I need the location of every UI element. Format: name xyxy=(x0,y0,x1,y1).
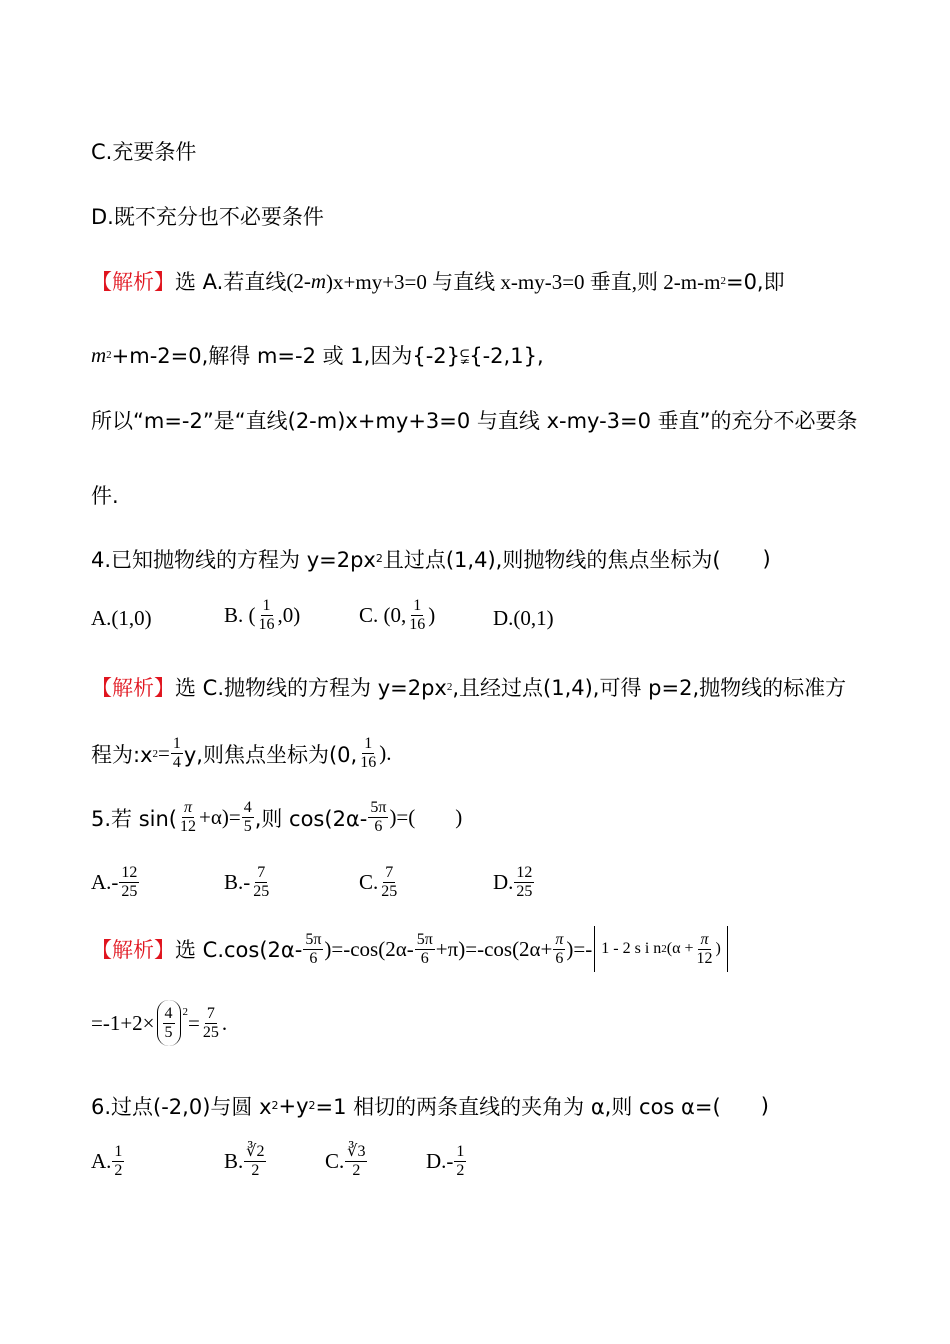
q5-solution-line-2: =-1+2× $\frac{4}{5}$ 2 = $\frac{7}{25}$ . xyxy=(91,1000,227,1046)
q5-stem: 5.若 sin( $\frac{\pi}{12}$ +α)= $\frac{4}{5}$ ,则 cos(2α- $\frac{5\pi}{6}$ )=( ) xyxy=(91,799,463,835)
q6-option-d: D.- $\frac{1}{2}$ xyxy=(426,1143,465,1179)
q6-stem: 6.过点(-2,0)与圆 x 2 +y 2 =1 相切的两条直线的夹角为 α,则 cos α=( ) xyxy=(91,1094,769,1119)
q4-option-a: A.(1,0) xyxy=(91,606,152,630)
q5-solution-line-1: 【解析】 选 C.cos(2α- $\frac{5\pi}{6}$ )=-cos(2α- $\frac{5\pi}{6}$ +π)=-cos(2α+ $\frac{\pi}{6}$ )=- 1 - 2 s i n 2 (α + $\frac{\pi}{12}$ ) xyxy=(91,926,730,972)
q3-solution-line-2: m 2 +m-2=0,解得 m=-2 或 1,因为{-2}⫋{-2,1}, xyxy=(91,342,544,368)
q5-option-b: B.- $\frac{7}{25}$ xyxy=(224,864,270,900)
q4-option-b: B. ( $\frac{1}{16}$ ,0) xyxy=(224,597,301,633)
q4-option-c: C. (0, $\frac{1}{16}$ ) xyxy=(359,597,436,633)
q6-option-a: A. $\frac{1}{2}$ xyxy=(91,1143,123,1179)
solution-tag: 【解析】 xyxy=(91,938,175,962)
q3-option-c: C.充要条件 xyxy=(91,140,197,164)
q6-option-c: C. $\frac{∛3}{2}$ xyxy=(325,1143,366,1179)
q5-option-a: A.- $\frac{12}{25}$ xyxy=(91,864,138,900)
q4-stem: 4.已知抛物线的方程为 y=2px 2 且过点(1,4),则抛物线的焦点坐标为( ) xyxy=(91,547,771,572)
q3-solution-line-4: 件. xyxy=(91,484,119,508)
q4-solution-line-1: 【解析】 选 C.抛物线的方程为 y=2px 2 ,且经过点(1,4),可得 p=2,抛物线的标准方 xyxy=(91,672,846,702)
q3-option-d: D.既不充分也不必要条件 xyxy=(91,205,324,229)
q4-solution-line-2: 程为:x 2 = $\frac{1}{4}$ y,则焦点坐标为(0, $\frac{1}{16}$ ). xyxy=(91,735,392,771)
bracket-expression: 1 - 2 s i n 2 (α + $\frac{\pi}{12}$ ) xyxy=(594,926,728,972)
solution-tag: 【解析】 xyxy=(91,676,175,700)
paren-expression: $\frac{4}{5}$ xyxy=(157,1000,181,1046)
q6-option-b: B. $\frac{∛2}{2}$ xyxy=(224,1143,265,1179)
q3-solution-line-3: 所以“m=-2”是“直线(2-m)x+my+3=0 与直线 x-my-3=0 垂直”的充分不必要条 xyxy=(91,409,858,433)
q5-option-d: D. $\frac{12}{25}$ xyxy=(493,864,533,900)
q5-option-c: C. $\frac{7}{25}$ xyxy=(359,864,398,900)
solution-tag: 【解析】 xyxy=(91,270,175,294)
q4-option-d: D.(0,1) xyxy=(493,606,554,630)
q3-solution-line-1: 【解析】 选 A.若直线 (2- m )x+my+3=0 与直线 x-my-3=0 垂直,则 2-m-m 2 =0,即 xyxy=(91,266,785,296)
